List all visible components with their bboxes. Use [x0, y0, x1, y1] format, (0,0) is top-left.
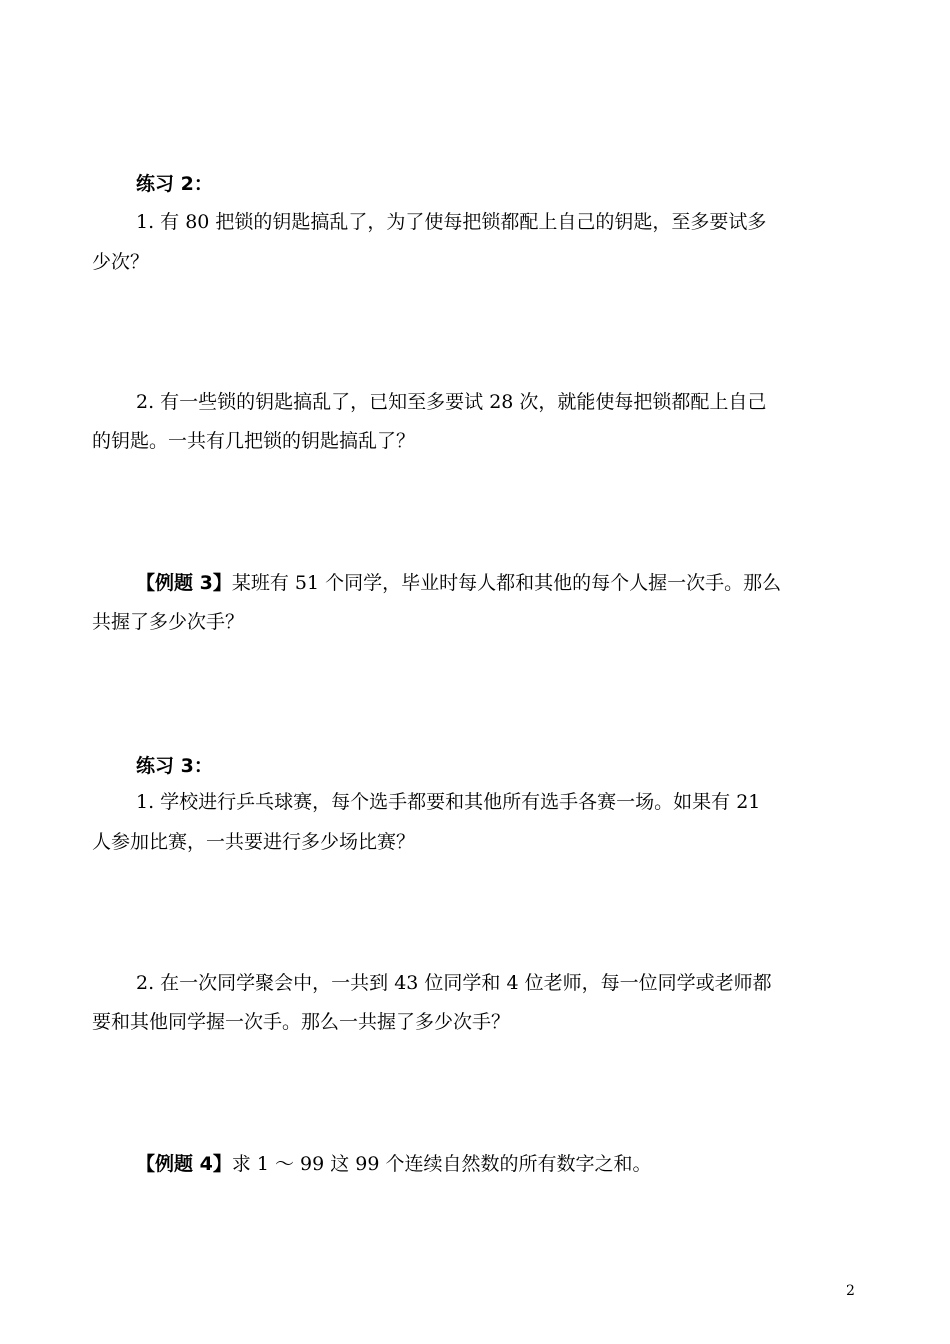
example-3-line-1 — [136, 567, 867, 599]
page-number: 2 — [846, 1283, 855, 1299]
practice-2-question-1-line-2: 少次？ — [92, 251, 150, 273]
example-4-line — [136, 1148, 911, 1180]
practice-2-question-1-line-1: 1. 有 80 把锁的钥匙搞乱了，为了使每把锁都配上自己的钥匙，至多要试多 — [136, 211, 767, 233]
practice-3-heading: 练习 3： — [136, 755, 213, 777]
example-4-text: 求 1 ～ 99 这 99 个连续自然数的所有数字之和。 — [231, 1153, 652, 1175]
example-3-line-2: 共握了多少次手？ — [92, 611, 245, 633]
practice-3-question-1-line-1: 1. 学校进行乒乓球赛，每个选手都要和其他所有选手各赛一场。如果有 21 — [136, 791, 761, 813]
practice-2-question-2-line-1: 2. 有一些锁的钥匙搞乱了，已知至多要试 28 次，就能使每把锁都配上自己 — [136, 391, 767, 413]
practice-3-question-2-line-2: 要和其他同学握一次手。那么一共握了多少次手？ — [92, 1011, 511, 1033]
example-3-label: 【例题 3】 — [136, 572, 232, 594]
practice-3-question-1-line-2: 人参加比赛，一共要进行多少场比赛？ — [92, 831, 416, 853]
example-3-text-line-1: 某班有 51 个同学，毕业时每人都和其他的每个人握一次手。那么 — [231, 572, 782, 594]
practice-2-question-2-line-2: 的钥匙。一共有几把锁的钥匙搞乱了？ — [92, 430, 416, 452]
example-4-label: 【例题 4】 — [136, 1153, 232, 1175]
practice-2-heading: 练习 2： — [136, 173, 213, 195]
practice-3-question-2-line-1: 2. 在一次同学聚会中，一共到 43 位同学和 4 位老师，每一位同学或老师都 — [136, 972, 772, 994]
